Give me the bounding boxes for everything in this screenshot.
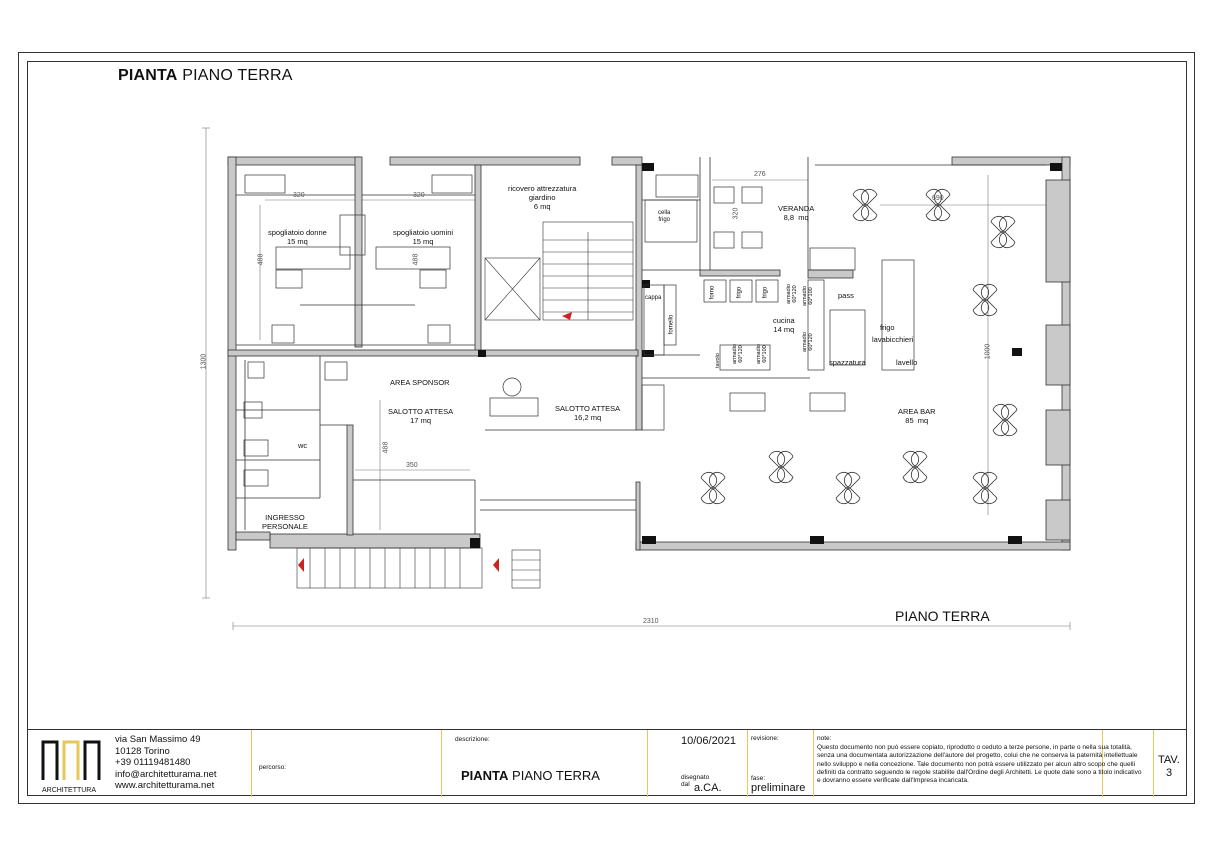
dim-320-v: 320 xyxy=(732,207,740,220)
dim-320-b: 320 xyxy=(413,192,425,199)
dim-350: 350 xyxy=(406,462,418,469)
office-address: via San Massimo 49 10128 Torino +39 01119481480 info@architetturama.net www.architetturama.net xyxy=(115,734,217,791)
disegnato-value: a.CA. xyxy=(694,782,722,794)
email-link[interactable]: info@architetturama.net xyxy=(115,768,217,780)
note-text: Questo documento non può essere copiato, riprodotto o ceduto a terze persone, in parte o nella sua totalità, senza una documentata autorizzazione dell'autore del progetto, colui che ne conserva la paternità intellettuale nello sviluppo e nella concezione. Tale documento non potrà essere utilizzato per alcun altro scopo che quelli definiti da contratto seguendo le regole stabilite dall'Ordine degli Architetti. Le quote date sono a titolo indicativo e dovranno essere verificate dall'Impresa incaricata. xyxy=(817,744,1142,785)
bar-tables xyxy=(701,189,1017,503)
dim-1000: 1000 xyxy=(984,343,992,360)
dim-1300: 1300 xyxy=(200,353,208,370)
fixture-armadio-1: armadio 60*120 xyxy=(785,284,798,304)
dim-488-b: 488 xyxy=(412,253,420,266)
dim-488-c: 488 xyxy=(382,441,390,454)
floor-caption: PIANO TERRA xyxy=(895,608,990,624)
fixture-pass: pass xyxy=(838,291,854,300)
fixture-fornello: fornello xyxy=(668,314,675,335)
fixture-spazzatura: spazzatura xyxy=(829,358,866,367)
svg-text:ARCHITETTURA: ARCHITETTURA xyxy=(41,787,97,794)
disegnato-label: disegnato dal xyxy=(681,774,710,788)
note-label: note: xyxy=(817,735,832,742)
architettura-logo-icon xyxy=(33,734,105,794)
room-veranda: VERANDA 8,8 mq xyxy=(778,204,815,222)
fixture-frigo-b: frigo xyxy=(762,286,769,299)
drawing-date: 10/06/2021 xyxy=(681,735,737,747)
fase-value: preliminare xyxy=(751,782,806,794)
fixture-tavolo: tavolo xyxy=(714,353,721,368)
room-salotto-attesa-2: SALOTTO ATTESA 16,2 mq xyxy=(555,404,621,422)
title-block-title: PIANTA PIANO TERRA xyxy=(461,768,600,783)
room-cella-frigo: cella frigo xyxy=(658,210,671,223)
dim-690: 690 xyxy=(932,195,944,202)
fixture-lavello: lavello xyxy=(896,358,918,367)
website-link[interactable]: www.architetturama.net xyxy=(115,780,215,791)
tav-value: 3 xyxy=(1166,767,1173,779)
dim-276: 276 xyxy=(754,171,766,178)
tav-label: TAV. xyxy=(1158,754,1180,766)
room-salotto-attesa-1: SALOTTO ATTESA 17 mq xyxy=(388,407,454,425)
dim-320-a: 320 xyxy=(293,192,305,199)
fixture-armadio-2: armadio 60*100 xyxy=(755,344,768,364)
room-area-bar: AREA BAR 85 mq xyxy=(898,407,936,425)
title-block xyxy=(27,729,1187,797)
fase-label: fase: xyxy=(751,775,766,782)
fixture-armadio-4: armadio 60*100 xyxy=(801,286,814,306)
fixture-frigo-a: frigo xyxy=(736,286,743,299)
fixture-cappa: cappa xyxy=(645,295,662,301)
descrizione-label: descrizione: xyxy=(455,736,490,743)
fixture-armadio-5: armadio 60*120 xyxy=(801,332,814,352)
room-ingresso-personale: INGRESSO PERSONALE xyxy=(262,513,308,531)
fixture-lavabicchieri: lavabicchieri xyxy=(872,335,914,344)
fixture-frigo: frigo xyxy=(880,323,895,332)
revisione-label: revisione: xyxy=(751,735,779,742)
room-spogliatoio-uomini: spogliatoio uomini 15 mq xyxy=(393,228,454,246)
page-title: PIANTA PIANO TERRA xyxy=(118,67,293,84)
percorso-label: percorso: xyxy=(259,764,287,771)
room-ricovero: ricovero attrezzatura giardino 6 mq xyxy=(508,184,577,211)
dim-488-a: 488 xyxy=(257,253,265,266)
room-spogliatoio-donne: spogliatoio donne 15 mq xyxy=(268,228,327,246)
room-cucina: cucina 14 mq xyxy=(773,316,795,334)
room-wc: wc xyxy=(298,441,308,450)
fixture-forno: forno xyxy=(709,285,716,300)
fixture-armadio-3: armadio 60*120 xyxy=(731,344,744,364)
dim-2310: 2310 xyxy=(643,618,659,625)
room-area-sponsor: AREA SPONSOR xyxy=(390,378,450,387)
